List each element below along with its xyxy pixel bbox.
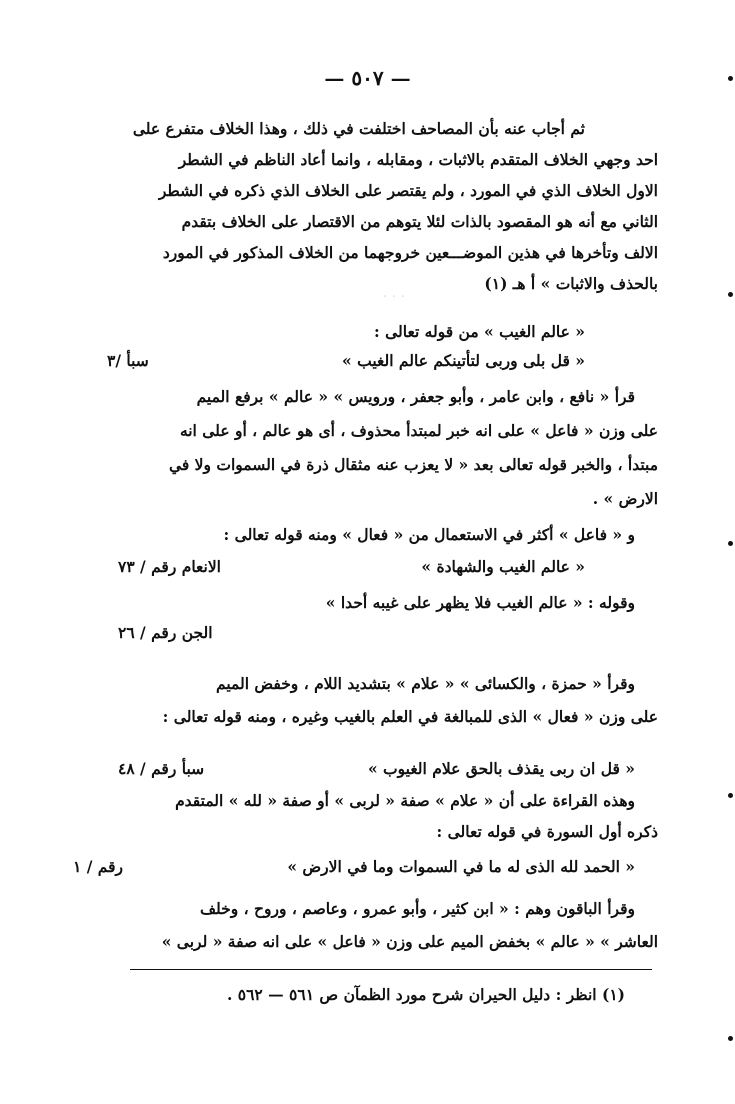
page-number: — ٥٠٧ — <box>324 66 411 90</box>
verse-line: « الحمد لله الذى له ما في السموات وما في الارض » <box>287 857 635 876</box>
text-line: ثم أجاب عنه بأن المصاحف اختلفت في ذلك ، وهذا الخلاف متفرع على <box>132 119 585 138</box>
verse-reference: رقم / ١ <box>73 857 123 876</box>
scan-mark <box>728 541 733 546</box>
text-line: الاول الخلاف الذي في المورد ، ولم يقتصر على الخلاف الذي ذكره في الشطر <box>158 181 658 200</box>
text-line: مبتدأ ، والخبر قوله تعالى بعد « لا يعزب عنه مثقال ذرة في السموات ولا في <box>168 455 658 474</box>
text-line: ذكره أول السورة في قوله تعالى : <box>436 822 658 841</box>
verse-line: « قل ان ربى يقذف بالحق علام الغيوب » <box>367 759 635 778</box>
footnote: (١) انظر : دليل الحيران شرح مورد الظمآن ص ٥٦١ — ٥٦٢ . <box>226 985 625 1004</box>
scan-mark <box>728 76 733 81</box>
text-line: و « فاعل » أكثر في الاستعمال من « فعال » ومنه قوله تعالى : <box>223 525 635 544</box>
text-line: « عالم الغيب » من قوله تعالى : <box>374 322 585 341</box>
scan-mark <box>728 1036 733 1041</box>
text-line: وقرأ الباقون وهم : « ابن كثير ، وأبو عمرو ، وعاصم ، وروح ، وخلف <box>199 899 635 918</box>
text-line: قرأ « نافع ، وابن عامر ، وأبو جعفر ، ورويس » « عالم » برفع الميم <box>196 387 635 406</box>
text-line: الارض » . <box>592 489 658 508</box>
scan-mark <box>728 292 733 297</box>
verse-line: « قل بلى وربى لتأتينكم عالم الغيب » <box>342 351 585 370</box>
verse-reference: الجن رقم / ٢٦ <box>118 623 213 642</box>
text-line: بالحذف والاثبات » أ هـ (١) <box>484 274 658 293</box>
text-line: الالف وتأخرها في هذين الموضـــعين خروجهما من الخلاف المذكور في المورد <box>162 243 658 262</box>
bleed-through: · · · <box>382 289 405 305</box>
text-line: وقرأ « حمزة ، والكسائى » « علام » بتشديد اللام ، وخفض الميم <box>216 674 635 693</box>
text-line: وقوله : « عالم الغيب فلا يظهر على غيبه أحدا » <box>325 593 635 612</box>
text-line: وهذه القراءة على أن « علام » صفة « لربى » أو صفة « لله » المتقدم <box>175 791 635 810</box>
footnote-rule <box>130 969 652 970</box>
text-line: احد وجهي الخلاف المتقدم بالاثبات ، ومقابله ، وانما أعاد الناظم في الشطر <box>178 150 658 169</box>
text-line: على وزن « فاعل » على انه خبر لمبتدأ محذوف ، أى هو عالم ، أو على انه <box>179 421 658 440</box>
scan-mark <box>728 793 733 798</box>
text-line: على وزن « فعال » الذى للمبالغة في العلم بالغيب وغيره ، ومنه قوله تعالى : <box>162 707 658 726</box>
verse-reference: سبأ رقم / ٤٨ <box>118 759 205 778</box>
text-line: الثاني مع أنه هو المقصود بالذات لئلا يتوهم من الاقتصار على الخلاف بتقدم <box>181 212 658 231</box>
verse-line: « عالم الغيب والشهادة » <box>421 557 585 576</box>
verse-reference: الانعام رقم / ٧٣ <box>118 557 221 576</box>
verse-reference: سبأ /٣ <box>107 351 149 370</box>
text-line: العاشر » « عالم » بخفض الميم على وزن « فاعل » على انه صفة « لربى » <box>161 932 658 951</box>
